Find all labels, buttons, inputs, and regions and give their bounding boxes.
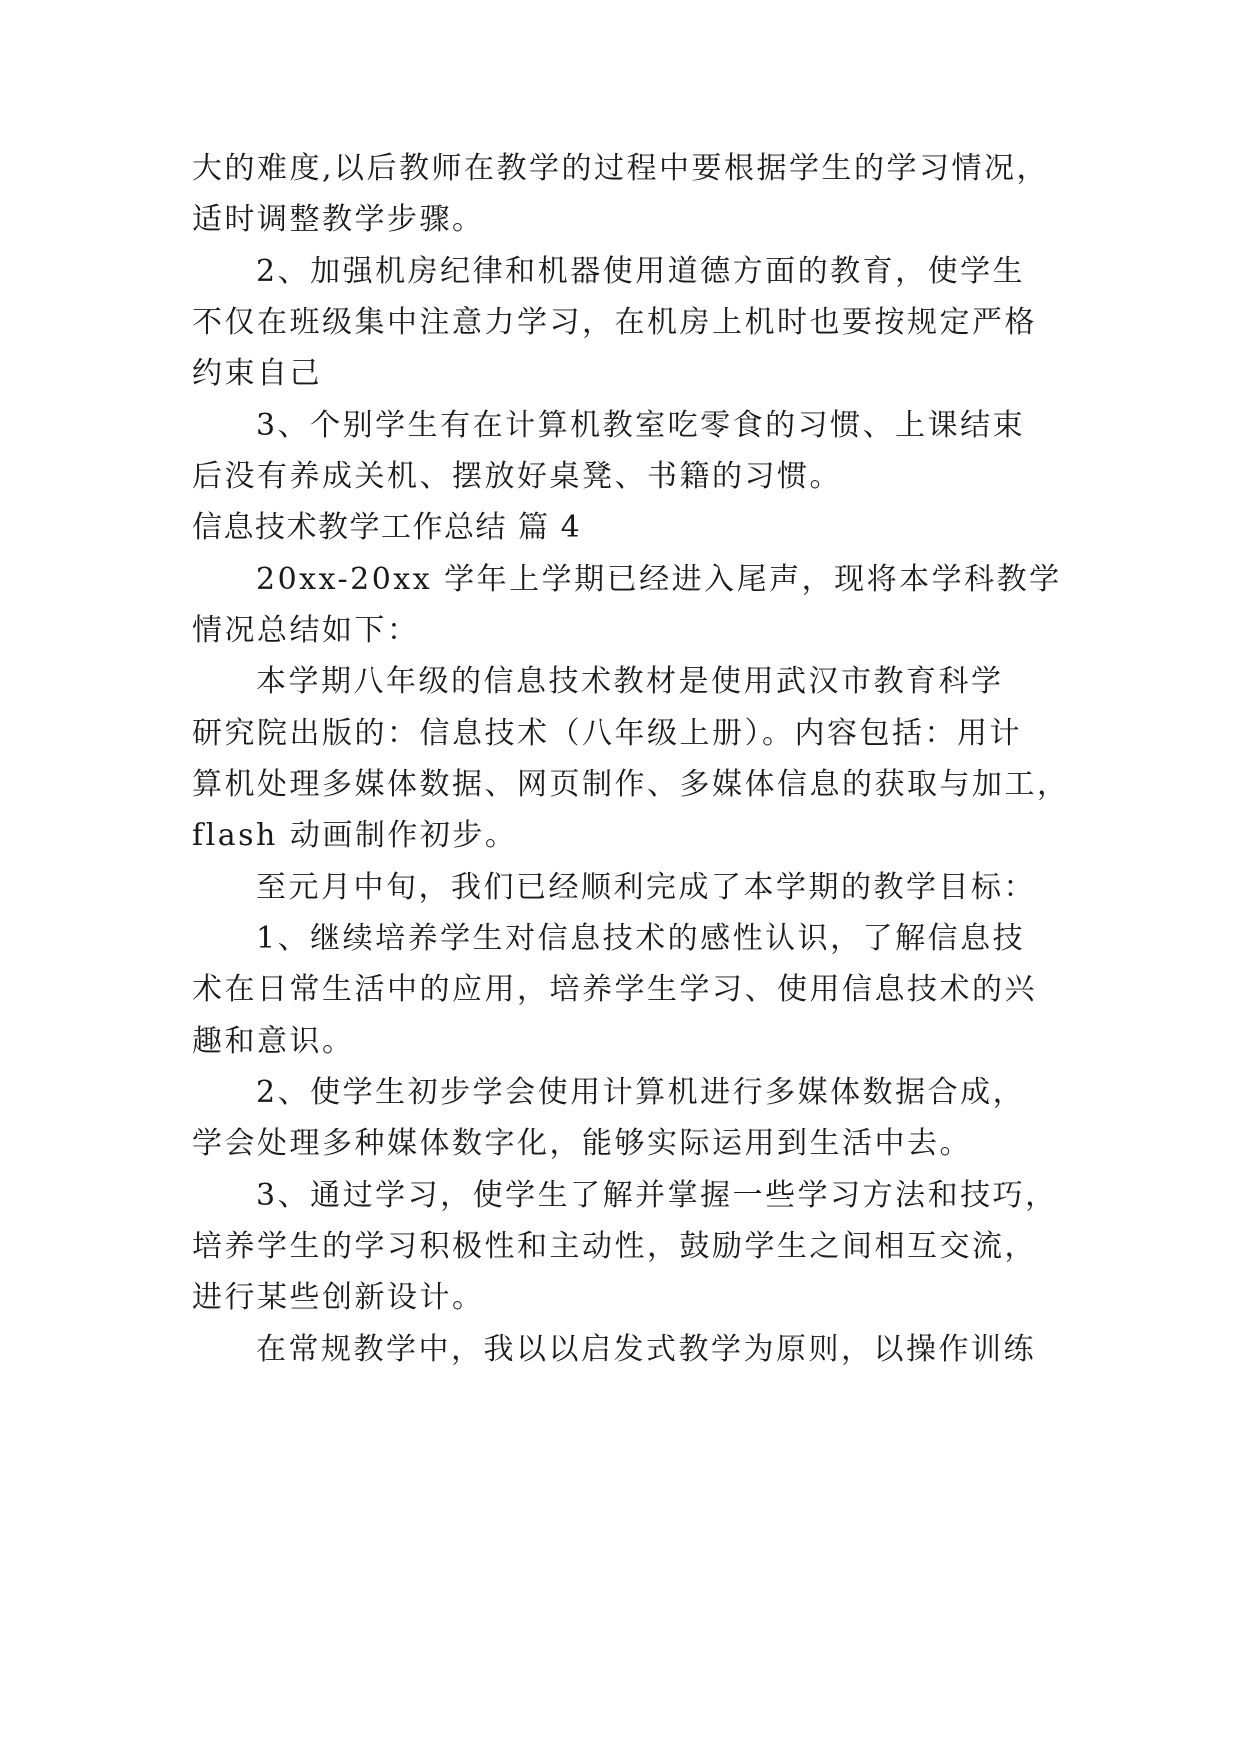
- paragraph-start: 1、继续培养学生对信息技术的感性认识，了解信息技: [256, 921, 1026, 956]
- text-line: 情况总结如下：: [192, 613, 420, 648]
- text-line: 培养学生的学习积极性和主动性，鼓励学生之间相互交流，: [192, 1229, 1037, 1264]
- text-line: 趣和意识。: [192, 1024, 355, 1059]
- text-line: 大的难度,以后教师在教学的过程中要根据学生的学习情况，: [192, 151, 1050, 186]
- text-line: 学会处理多种媒体数字化，能够实际运用到生活中去。: [192, 1126, 972, 1161]
- text-line: 适时调整教学步骤。: [192, 202, 485, 237]
- paragraph-start: 3、个别学生有在计算机教室吃零食的习惯、上课结束: [256, 408, 1026, 443]
- text-line: 进行某些创新设计。: [192, 1280, 485, 1315]
- paragraph-start: 本学期八年级的信息技术教材是使用武汉市教育科学: [256, 664, 1004, 699]
- paragraph-start: 2、使学生初步学会使用计算机进行多媒体数据合成，: [256, 1075, 1026, 1110]
- text-line: flash 动画制作初步。: [192, 818, 518, 853]
- paragraph-start: 在常规教学中，我以以启发式教学为原则，以操作训练: [256, 1332, 1036, 1367]
- text-line: 算机处理多媒体数据、网页制作、多媒体信息的获取与加工，: [192, 767, 1070, 802]
- text-line: 后没有养成关机、摆放好桌凳、书籍的习惯。: [192, 459, 842, 494]
- text-line: 不仅在班级集中注意力学习，在机房上机时也要按规定严格: [192, 305, 1037, 340]
- paragraph-start: 至元月中旬，我们已经顺利完成了本学期的教学目标：: [256, 870, 1036, 905]
- text-line: 术在日常生活中的应用，培养学生学习、使用信息技术的兴: [192, 972, 1037, 1007]
- text-line: 约束自己: [192, 356, 322, 391]
- paragraph-start: 20xx-20xx 学年上学期已经进入尾声，现将本学科教学: [256, 562, 1062, 597]
- paragraph-start: 2、加强机房纪律和机器使用道德方面的教育，使学生: [256, 254, 1026, 289]
- text-line: 研究院出版的：信息技术（八年级上册）。内容包括：用计: [192, 716, 1022, 751]
- paragraph-start: 3、通过学习，使学生了解并掌握一些学习方法和技巧，: [256, 1178, 1058, 1213]
- section-heading: 信息技术教学工作总结 篇 4: [192, 510, 582, 545]
